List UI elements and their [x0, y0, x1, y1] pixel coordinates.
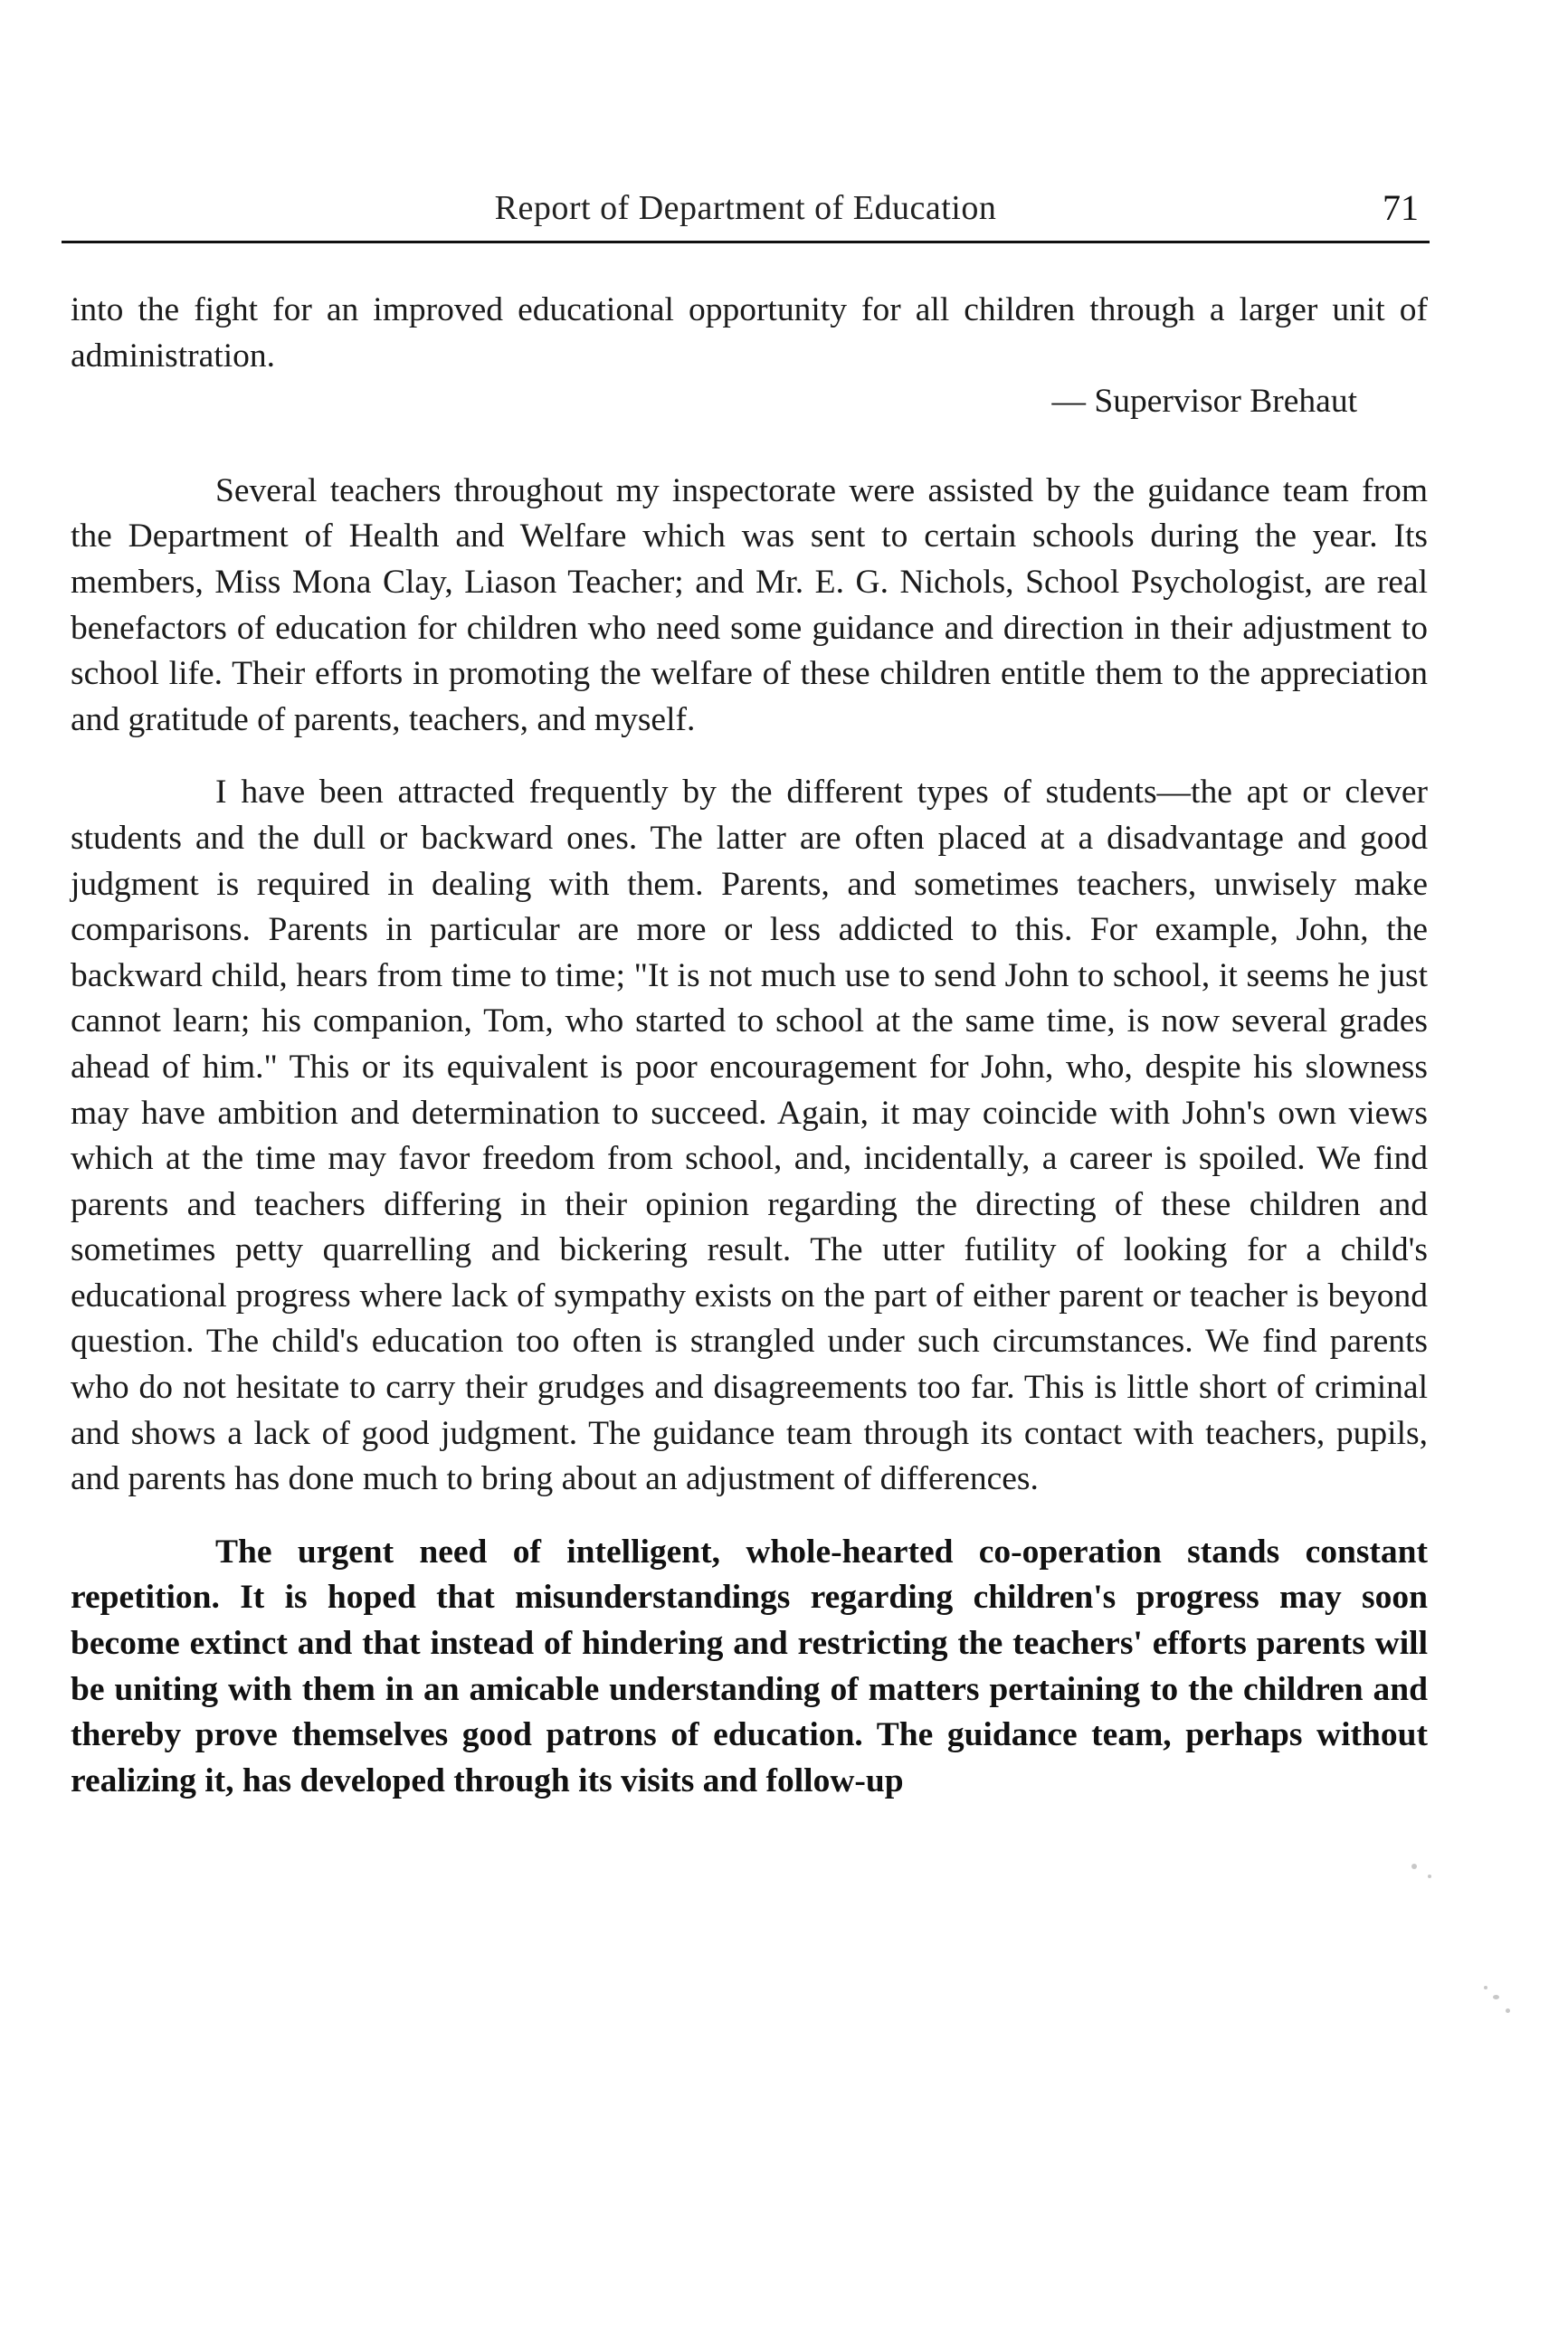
page-number: 71 — [1383, 187, 1419, 228]
page-body — [71, 288, 1428, 1804]
paragraph-co-operation: The urgent need of intelligent, whole-hearted co-operation stands constant repetition. It is hoped that misunderstandings regarding children's progress may soon become extinct and that instead of hindering and restricting the teachers' efforts parents will be uniting with them in an amicable understanding of matters pertaining to the children and thereby prove themselves good patrons of education. The guidance team, perhaps without realizing it, has developed through its visits and follow-up — [71, 1533, 1428, 1799]
scan-speck — [1506, 2008, 1510, 2013]
page-header — [62, 181, 1430, 243]
scan-speck — [1493, 1995, 1499, 1999]
paragraph-guidance-team: Several teachers throughout my inspectorate were assisted by the guidance team from the Department of Health and Welfare which was sent to certain schools during the year. Its members, Miss Mona Clay, Liason Teacher; and Mr. E. G. Nichols, School Psychologist, are real benefactors of education for children who need some guidance and direction in their adjustment to school life. Their efforts in promoting the welfare of these children entitle them to the appreciation and gratitude of parents, teachers, and myself. — [71, 471, 1428, 738]
paragraph-continuation: into the fight for an improved educational opportunity for all children through a larger unit of administration. — [71, 291, 1428, 375]
scan-speck — [1484, 1986, 1487, 1989]
scan-speck — [1411, 1864, 1417, 1869]
scan-speck — [1428, 1875, 1431, 1878]
signature-line: — Supervisor Brehaut — [1051, 383, 1357, 421]
paragraph-student-types: I have been attracted frequently by the different types of students—the apt or clever students and the dull or backward ones. The latter are often placed at a disadvantage and good judgment is required in dealing with them. Parents, and sometimes teachers, unwisely make comparisons. Parents in particular are more or less addicted to this. For example, John, the backward child, hears from time to time; "It is not much use to send John to school, it seems he just cannot learn; his companion, Tom, who started to school at the same time, is now several grades ahead of him." This or its equivalent is poor encouragement for John, who, despite his slowness may have ambition and determination to succeed. Again, it may coincide with John's own views which at the time may favor freedom from school, and, incidentally, a career is spoiled. We find parents and teachers differing in their opinion regarding the directing of these children and sometimes petty quarrelling and bickering result. The utter futility of looking for a child's educational progress where lack of sympathy exists on the part of either parent or teacher is beyond question. The child's education too often is strangled under such circumstances. We find parents who do not hesitate to carry their grudges and disagreements too far. This is little short of criminal and shows a lack of good judgment. The guidance team through its contact with teachers, pupils, and parents has done much to bring about an adjustment of differences. — [71, 774, 1428, 1498]
running-title: Report of Department of Education — [494, 189, 997, 227]
